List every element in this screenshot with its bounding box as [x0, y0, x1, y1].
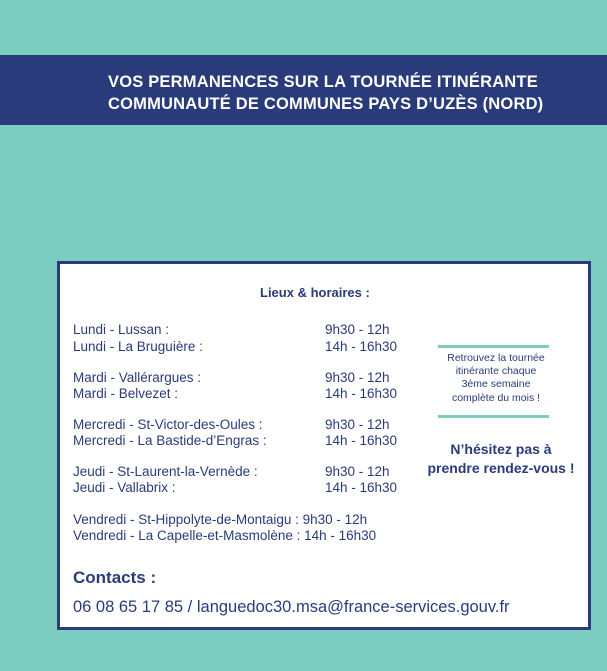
schedule-time: 14h - 16h30 [325, 386, 398, 401]
schedule-line: Vendredi - St-Hippolyte-de-Montaigu : 9h30 - 12h [73, 512, 368, 527]
schedule-time: 14h - 16h30 [325, 339, 398, 354]
itinerant-note-line: itinérante chaque [455, 365, 537, 377]
schedule-place: Jeudi - St-Laurent-la-Vernède : [73, 464, 258, 479]
schedule-place: Jeudi - Vallabrix : [73, 480, 176, 495]
schedule-time: 14h - 16h30 [325, 433, 398, 448]
contacts-title: Contacts : [73, 568, 157, 587]
schedule-place: Mardi - Belvezet : [73, 386, 179, 401]
appointment-cta-line: prendre rendez-vous ! [427, 460, 575, 476]
schedule-place: Mardi - Vallérargues : [73, 370, 202, 385]
appointment-cta-line: N’hésitez pas à [450, 441, 552, 457]
schedule-place: Lundi - La Bruguière : [73, 339, 203, 354]
banner-title-line-1: VOS PERMANENCES SUR LA TOURNÉE ITINÉRANTE [108, 73, 538, 91]
itinerant-note-line: Retrouvez la tournée [447, 352, 545, 364]
schedule-time: 9h30 - 12h [325, 417, 390, 432]
schedule-place: Mercredi - St-Victor-des-Oules : [73, 417, 263, 432]
note-bracket-bottom [438, 415, 549, 418]
note-bracket-top [438, 345, 549, 348]
schedule-subtitle: Lieux & horaires : [260, 285, 370, 300]
schedule-place: Mercredi - La Bastide-d’Engras : [73, 433, 267, 448]
schedule-place: Lundi - Lussan : [73, 322, 170, 337]
banner-title-line-2: COMMUNAUTÉ DE COMMUNES PAYS D’UZÈS (NORD) [108, 95, 544, 113]
contacts-phone-email: 06 08 65 17 85 / languedoc30.msa@france-services.gouv.fr [73, 598, 510, 616]
schedule-time: 9h30 - 12h [325, 322, 390, 337]
schedule-line: Vendredi - La Capelle-et-Masmolène : 14h - 16h30 [73, 528, 377, 543]
schedule-time: 9h30 - 12h [325, 370, 390, 385]
schedule-time: 14h - 16h30 [325, 480, 398, 495]
itinerant-note-line: complète du mois ! [451, 392, 541, 404]
header-banner [0, 55, 607, 125]
schedule-time: 9h30 - 12h [325, 464, 390, 479]
itinerant-note-line: 3ème semaine [461, 378, 531, 390]
schedule-card [57, 261, 591, 630]
